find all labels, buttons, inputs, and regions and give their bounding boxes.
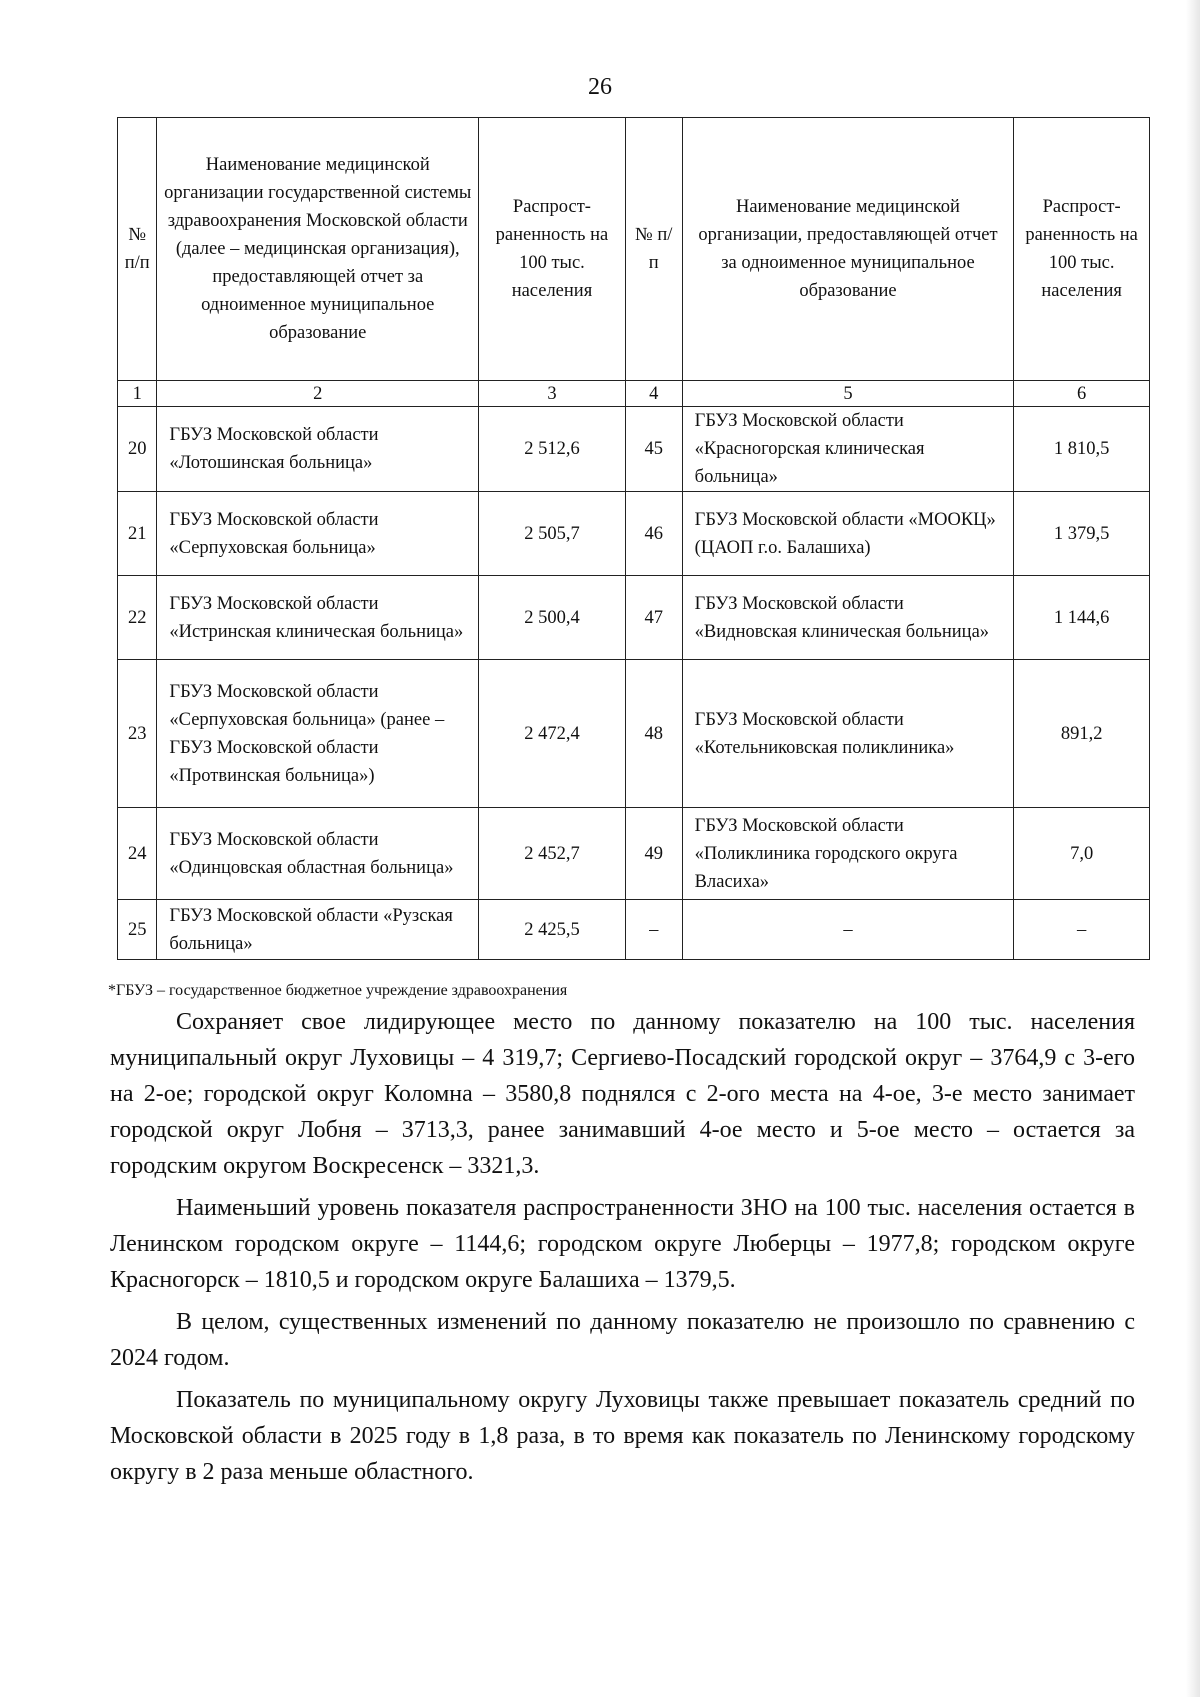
row-number: 46 — [625, 492, 682, 576]
footnote: *ГБУЗ – государственное бюджетное учреждение здравоохранения — [108, 982, 568, 999]
column-number: 2 — [157, 381, 479, 407]
organization-name: ГБУЗ Московской области «Лотошинская больница» — [157, 407, 479, 492]
column-number: 5 — [682, 381, 1014, 407]
prevalence-table — [117, 117, 1150, 960]
organization-name: ГБУЗ Московской области «Рузская больница» — [157, 900, 479, 960]
organization-name: – — [682, 900, 1014, 960]
row-number: 20 — [118, 407, 157, 492]
row-number: 23 — [118, 660, 157, 808]
row-number: 25 — [118, 900, 157, 960]
column-number: 4 — [625, 381, 682, 407]
row-number: – — [625, 900, 682, 960]
organization-name: ГБУЗ Московской области «Серпуховская больница» — [157, 492, 479, 576]
header-cell: Распрост-раненность на 100 тыс. населения — [479, 118, 626, 381]
header-cell: № п/п — [118, 118, 157, 381]
table-row — [118, 808, 1150, 900]
table-row — [118, 407, 1150, 492]
paragraph: Наименьший уровень показателя распространенности ЗНО на 100 тыс. населения остается в Ленинском городском округе – 1144,6; городском округе Люберцы – 1977,8; городском округе Красногорск – 1810,5 и городском округе Балашиха – 1379,5. — [110, 1195, 1135, 1293]
prevalence-value: 2 425,5 — [479, 900, 626, 960]
row-number: 47 — [625, 576, 682, 660]
header-cell: Наименование медицинской организации государственной системы здравоохранения Московской области (далее – медицинская организация), предоставляющей отчет за одноименное муниципальное образование — [157, 118, 479, 381]
prevalence-value: 1 810,5 — [1014, 407, 1150, 492]
scan-edge — [1186, 0, 1200, 1697]
header-cell: Наименование медицинской организации, предоставляющей отчет за одноименное муниципальное образование — [682, 118, 1014, 381]
table-header-row — [118, 118, 1150, 381]
organization-name: ГБУЗ Московской области «Видновская клиническая больница» — [682, 576, 1014, 660]
organization-name: ГБУЗ Московской области «Серпуховская больница» (ранее – ГБУЗ Московской области «Протвинская больница») — [157, 660, 479, 808]
column-number: 1 — [118, 381, 157, 407]
page-number: 26 — [588, 74, 612, 100]
organization-name: ГБУЗ Московской области «Одинцовская областная больница» — [157, 808, 479, 900]
prevalence-value: 2 500,4 — [479, 576, 626, 660]
organization-name: ГБУЗ Московской области «Поликлиника городского округа Власиха» — [682, 808, 1014, 900]
prevalence-value: 1 144,6 — [1014, 576, 1150, 660]
prevalence-value: 891,2 — [1014, 660, 1150, 808]
organization-name: ГБУЗ Московской области «Красногорская клиническая больница» — [682, 407, 1014, 492]
table-row — [118, 492, 1150, 576]
prevalence-value: 7,0 — [1014, 808, 1150, 900]
column-number: 6 — [1014, 381, 1150, 407]
prevalence-value: 2 452,7 — [479, 808, 626, 900]
row-number: 24 — [118, 808, 157, 900]
prevalence-value: – — [1014, 900, 1150, 960]
row-number: 48 — [625, 660, 682, 808]
table-row — [118, 900, 1150, 960]
prevalence-value: 2 512,6 — [479, 407, 626, 492]
paragraph: Показатель по муниципальному округу Луховицы также превышает показатель средний по Московской области в 2025 году в 1,8 раза, в то время как показатель по Ленинскому городскому округу в 2 раза меньше областного. — [110, 1387, 1135, 1485]
header-cell: Распрост-раненность на 100 тыс. населения — [1014, 118, 1150, 381]
row-number: 21 — [118, 492, 157, 576]
table-row — [118, 576, 1150, 660]
row-number: 22 — [118, 576, 157, 660]
table-row — [118, 660, 1150, 808]
paragraph: Сохраняет свое лидирующее место по данному показателю на 100 тыс. населения муниципальный округ Луховицы – 4 319,7; Сергиево-Посадский городской округ – 3764,9 с 3-его на 2-ое; городской округ Коломна – 3580,8 поднялся с 2-ого места на 4-ое, 3-е место занимает городской округ Лобня – 3713,3, ранее занимавший 4-ое место и 5-ое место – остается за городским округом Воскресенск – 3321,3. — [110, 1009, 1135, 1179]
paragraph: В целом, существенных изменений по данному показателю не произошло по сравнению с 2024 годом. — [110, 1309, 1135, 1371]
row-number: 49 — [625, 808, 682, 900]
row-number: 45 — [625, 407, 682, 492]
prevalence-value: 1 379,5 — [1014, 492, 1150, 576]
organization-name: ГБУЗ Московской области «МООКЦ» (ЦАОП г.о. Балашиха) — [682, 492, 1014, 576]
header-cell: № п/п — [625, 118, 682, 381]
column-number-row — [118, 381, 1150, 407]
column-number: 3 — [479, 381, 626, 407]
organization-name: ГБУЗ Московской области «Котельниковская поликлиника» — [682, 660, 1014, 808]
body-text — [110, 1004, 1135, 1496]
prevalence-value: 2 472,4 — [479, 660, 626, 808]
organization-name: ГБУЗ Московской области «Истринская клиническая больница» — [157, 576, 479, 660]
prevalence-value: 2 505,7 — [479, 492, 626, 576]
